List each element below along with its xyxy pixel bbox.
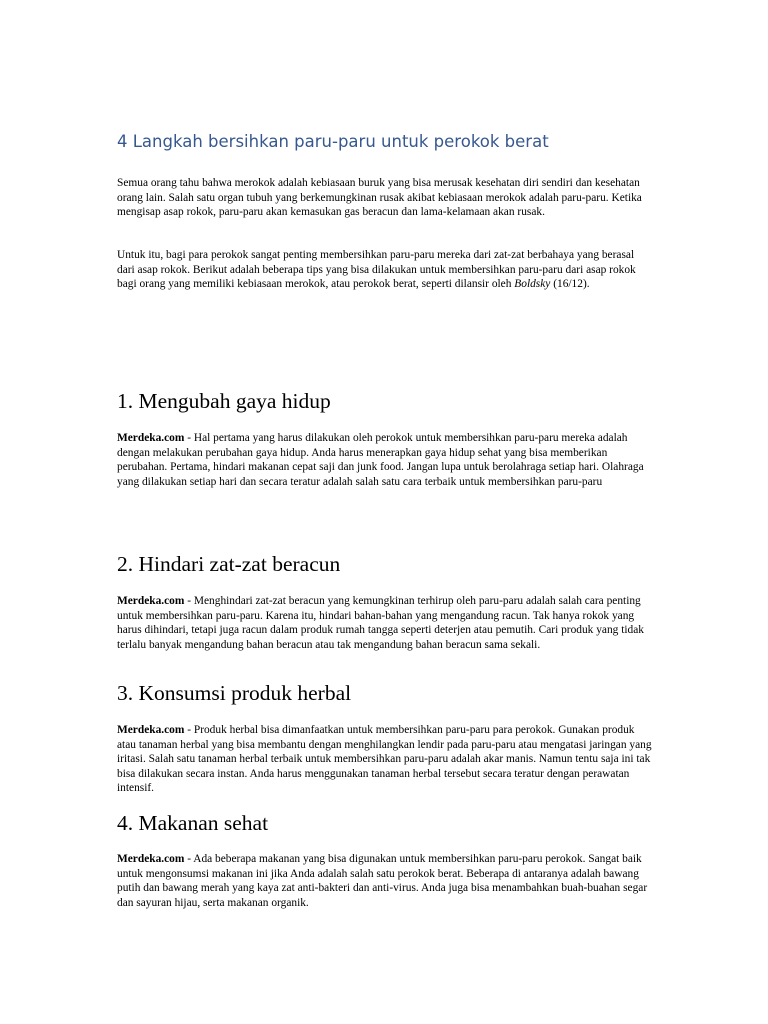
section-2-body: - Menghindari zat-zat beracun yang kemungkinan terhirup oleh paru-paru adalah salah cara penting untuk membersihkan paru-paru. Karena itu, hindari bahan-bahan yang mengandung racun. Tak hanya rokok yang harus dihindari, tetapi juga racun dalam produk rumah tangga seperti deterjen atau pemutih. Cari produk yang tidak terlalu banyak mengandung bahan beracun atau tak mengandung bahan beracun sama sekali. [117,595,644,651]
section-4-paragraph [117,852,652,910]
intro-paragraph-2-text: Untuk itu, bagi para perokok sangat penting membersihkan paru-paru mereka dari zat-zat berbahaya yang berasal dari asap rokok. Berikut adalah beberapa tips yang bisa dilakukan untuk membersihkan paru-paru dari asap rokok bagi orang yang memiliki kebiasaan merokok, atau perokok berat, seperti dilansir oleh [117,249,636,291]
intro-paragraph-1-text: Semua orang tahu bahwa merokok adalah kebiasaan buruk yang bisa merusak kesehatan diri sendiri dan kesehatan orang lain. Salah satu organ tubuh yang berkemungkinan rusak akibat kebiasaan merokok adalah paru-paru. Ketika mengisap asap rokok, paru-paru akan kemasukan gas beracun dan lama-kelamaan akan rusak. [117,177,642,219]
section-4-source: Merdeka.com [117,853,185,865]
intro-paragraph-1 [117,176,652,220]
section-1-source: Merdeka.com [117,432,185,444]
intro-paragraph-2-date: (16/12). [550,278,590,291]
section-2-heading: 2. Hindari zat-zat beracun [117,552,341,576]
section-3-source: Merdeka.com [117,724,185,736]
section-4-body: - Ada beberapa makanan yang bisa digunakan untuk membersihkan paru-paru perokok. Sangat baik untuk mengonsumsi makanan ini jika Anda adalah salah satu perokok berat. Beberapa di antaranya adalah bawang putih dan bawang merah yang kaya zat anti-bakteri dan anti-virus. Anda juga bisa menambahkan buah-buahan segar dan sayuran hijau, serta makanan organik. [117,853,648,909]
intro-paragraph-2 [117,248,652,292]
section-2-source: Merdeka.com [117,595,185,607]
section-1-body: - Hal pertama yang harus dilakukan oleh perokok untuk membersihkan paru-paru mereka adalah dengan melakukan perubahan gaya hidup. Anda harus menerapkan gaya hidup sehat yang bisa memberikan perubahan. Pertama, hindari makanan cepat saji dan junk food. Jangan lupa untuk berolahraga setiap hari. Olahraga yang dilakukan setiap hari dan secara teratur adalah salah satu cara terbaik untuk membersihkan paru-paru [117,432,644,488]
section-3-body: - Produk herbal bisa dimanfaatkan untuk membersihkan paru-paru para perokok. Gunakan produk atau tanaman herbal yang bisa membantu dengan menghilangkan lendir pada paru-paru atau mengatasi jaringan yang iritasi. Salah satu tanaman herbal terbaik untuk membersihkan paru-paru adalah akar manis. Namun tentu saja ini tak bisa dilakukan secara instan. Anda harus menggunakan tanaman herbal tersebut secara teratur dengan perawatan intensif. [117,724,652,795]
section-4-heading: 4. Makanan sehat [117,811,269,835]
section-3-paragraph [117,723,652,796]
boldsky-reference: Boldsky [514,278,551,291]
section-3-heading: 3. Konsumsi produk herbal [117,681,352,705]
document-title: 4 Langkah bersihkan paru-paru untuk perokok berat [117,132,549,151]
section-1-heading: 1. Mengubah gaya hidup [117,389,331,413]
section-2-paragraph [117,594,652,652]
section-1-paragraph [117,431,652,489]
